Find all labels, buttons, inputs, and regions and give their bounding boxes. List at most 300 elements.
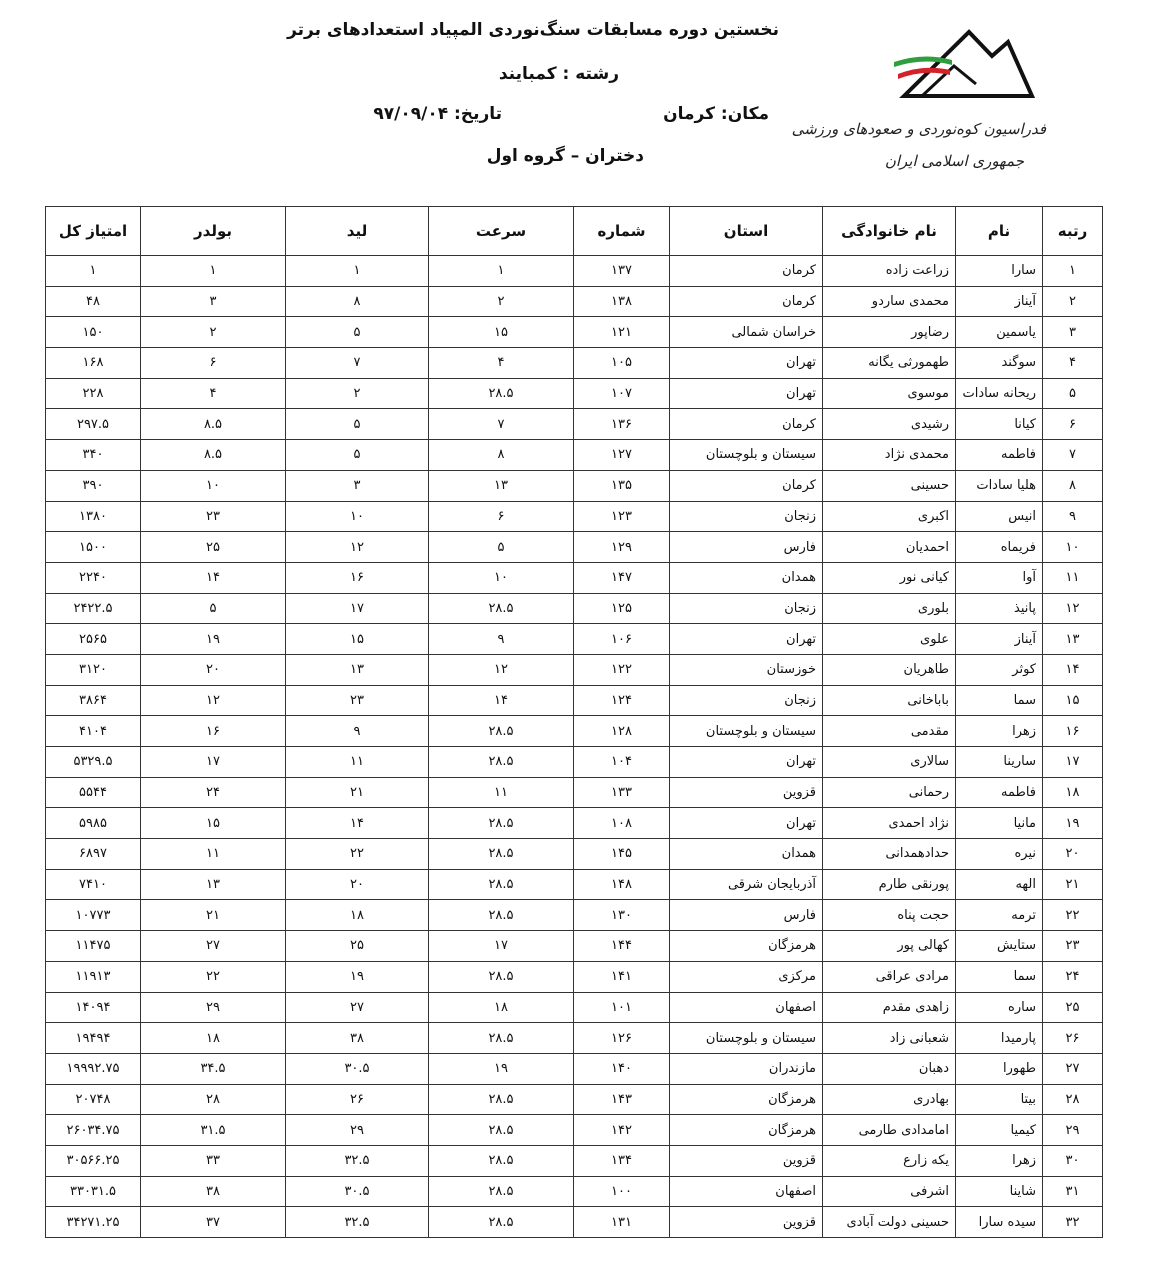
last-name-cell: رحمانی [823, 777, 956, 808]
last-name-cell: کیانی نور [823, 562, 956, 593]
total-score-cell: ۵۳۲۹.۵ [46, 747, 141, 778]
total-score-cell: ۱۹۹۹۲.۷۵ [46, 1053, 141, 1084]
lead-cell: ۳۸ [286, 1023, 429, 1054]
last-name-cell: باباخانی [823, 685, 956, 716]
rank-cell: ۱۴ [1043, 654, 1103, 685]
province-cell: مازندران [670, 1053, 823, 1084]
rank-cell: ۷ [1043, 440, 1103, 471]
total-score-cell: ۱۳۸۰ [46, 501, 141, 532]
number-cell: ۱۴۵ [574, 839, 670, 870]
rank-cell: ۱۷ [1043, 747, 1103, 778]
province-cell: فارس [670, 900, 823, 931]
date-label: تاریخ: ۹۷/۰۹/۰۴ [373, 104, 502, 124]
boulder-cell: ۲۵ [141, 532, 286, 563]
table-row [46, 532, 1103, 563]
rank-cell: ۱۶ [1043, 716, 1103, 747]
lead-cell: ۱۳ [286, 654, 429, 685]
province-cell: هرمزگان [670, 1115, 823, 1146]
table-row [46, 562, 1103, 593]
first-name-cell: انیس [956, 501, 1043, 532]
first-name-cell: ستایش [956, 931, 1043, 962]
table-row [46, 593, 1103, 624]
total-score-cell: ۶۸۹۷ [46, 839, 141, 870]
column-header-rank: رتبه [1043, 207, 1103, 256]
last-name-cell: مقدمی [823, 716, 956, 747]
last-name-cell: اشرفی [823, 1176, 956, 1207]
boulder-cell: ۳۴.۵ [141, 1053, 286, 1084]
first-name-cell: سوگند [956, 348, 1043, 379]
results-body [46, 256, 1103, 1238]
lead-cell: ۱ [286, 256, 429, 287]
table-row [46, 1084, 1103, 1115]
last-name-cell: بهادری [823, 1084, 956, 1115]
lead-cell: ۳۰.۵ [286, 1053, 429, 1084]
number-cell: ۱۴۲ [574, 1115, 670, 1146]
lead-cell: ۲۱ [286, 777, 429, 808]
province-cell: زنجان [670, 593, 823, 624]
number-cell: ۱۰۵ [574, 348, 670, 379]
total-score-cell: ۲۶۰۳۴.۷۵ [46, 1115, 141, 1146]
rank-cell: ۸ [1043, 470, 1103, 501]
rank-cell: ۳۱ [1043, 1176, 1103, 1207]
total-score-cell: ۳۰۵۶۶.۲۵ [46, 1145, 141, 1176]
first-name-cell: الهه [956, 869, 1043, 900]
table-row [46, 716, 1103, 747]
first-name-cell: پارمیدا [956, 1023, 1043, 1054]
lead-cell: ۲۶ [286, 1084, 429, 1115]
boulder-cell: ۲۴ [141, 777, 286, 808]
last-name-cell: دهبان [823, 1053, 956, 1084]
province-cell: مرکزی [670, 961, 823, 992]
total-score-cell: ۲۰۷۴۸ [46, 1084, 141, 1115]
total-score-cell: ۳۳۰۳۱.۵ [46, 1176, 141, 1207]
rank-cell: ۱۰ [1043, 532, 1103, 563]
lead-cell: ۲۷ [286, 992, 429, 1023]
first-name-cell: یاسمین [956, 317, 1043, 348]
table-row [46, 900, 1103, 931]
first-name-cell: آیناز [956, 286, 1043, 317]
lead-cell: ۲۲ [286, 839, 429, 870]
speed-cell: ۲۸.۵ [429, 378, 574, 409]
total-score-cell: ۱۵۰ [46, 317, 141, 348]
last-name-cell: شعبانی زاد [823, 1023, 956, 1054]
rank-cell: ۲۳ [1043, 931, 1103, 962]
speed-cell: ۲۸.۵ [429, 1084, 574, 1115]
province-cell: سیستان و بلوچستان [670, 1023, 823, 1054]
boulder-cell: ۱۹ [141, 624, 286, 655]
last-name-cell: پورنقی طارم [823, 869, 956, 900]
table-row [46, 317, 1103, 348]
speed-cell: ۴ [429, 348, 574, 379]
total-score-cell: ۱۹۴۹۴ [46, 1023, 141, 1054]
column-header-lead: لید [286, 207, 429, 256]
speed-cell: ۱۱ [429, 777, 574, 808]
total-score-cell: ۱۱۴۷۵ [46, 931, 141, 962]
table-row [46, 256, 1103, 287]
lead-cell: ۳۰.۵ [286, 1176, 429, 1207]
rank-cell: ۳۲ [1043, 1207, 1103, 1238]
lead-cell: ۵ [286, 409, 429, 440]
last-name-cell: احمدیان [823, 532, 956, 563]
province-cell: همدان [670, 562, 823, 593]
boulder-cell: ۱۴ [141, 562, 286, 593]
province-cell: اصفهان [670, 1176, 823, 1207]
rank-cell: ۳۰ [1043, 1145, 1103, 1176]
table-row [46, 869, 1103, 900]
lead-cell: ۳۲.۵ [286, 1207, 429, 1238]
province-cell: خراسان شمالی [670, 317, 823, 348]
boulder-cell: ۱۵ [141, 808, 286, 839]
table-row [46, 808, 1103, 839]
boulder-cell: ۲۲ [141, 961, 286, 992]
boulder-cell: ۴ [141, 378, 286, 409]
number-cell: ۱۲۴ [574, 685, 670, 716]
boulder-cell: ۱ [141, 256, 286, 287]
province-cell: زنجان [670, 501, 823, 532]
table-row [46, 286, 1103, 317]
lead-cell: ۹ [286, 716, 429, 747]
first-name-cell: ساره [956, 992, 1043, 1023]
speed-cell: ۲۸.۵ [429, 716, 574, 747]
speed-cell: ۱۴ [429, 685, 574, 716]
rank-cell: ۲۴ [1043, 961, 1103, 992]
number-cell: ۱۰۶ [574, 624, 670, 655]
province-cell: خوزستان [670, 654, 823, 685]
first-name-cell: فریماه [956, 532, 1043, 563]
last-name-cell: امامدادی طارمی [823, 1115, 956, 1146]
speed-cell: ۲ [429, 286, 574, 317]
total-score-cell: ۳۴۲۷۱.۲۵ [46, 1207, 141, 1238]
discipline-label: رشته : کمبایند [498, 64, 619, 84]
number-cell: ۱۳۳ [574, 777, 670, 808]
rank-cell: ۳ [1043, 317, 1103, 348]
speed-cell: ۲۸.۵ [429, 961, 574, 992]
number-cell: ۱۴۰ [574, 1053, 670, 1084]
last-name-cell: محمدی ساردو [823, 286, 956, 317]
lead-cell: ۲ [286, 378, 429, 409]
number-cell: ۱۲۷ [574, 440, 670, 471]
last-name-cell: موسوی [823, 378, 956, 409]
rank-cell: ۲۱ [1043, 869, 1103, 900]
speed-cell: ۱۲ [429, 654, 574, 685]
speed-cell: ۱ [429, 256, 574, 287]
last-name-cell: رشیدی [823, 409, 956, 440]
speed-cell: ۲۸.۵ [429, 839, 574, 870]
column-header-first-name: نام [956, 207, 1043, 256]
speed-cell: ۲۸.۵ [429, 747, 574, 778]
last-name-cell: یکه زارع [823, 1145, 956, 1176]
number-cell: ۱۳۴ [574, 1145, 670, 1176]
total-score-cell: ۵۵۴۴ [46, 777, 141, 808]
column-header-boulder: بولدر [141, 207, 286, 256]
speed-cell: ۱۵ [429, 317, 574, 348]
province-cell: قزوین [670, 1145, 823, 1176]
first-name-cell: آیناز [956, 624, 1043, 655]
group-label: دختران – گروه اول [486, 146, 644, 166]
total-score-cell: ۴۱۰۴ [46, 716, 141, 747]
table-row [46, 1207, 1103, 1238]
total-score-cell: ۲۵۶۵ [46, 624, 141, 655]
boulder-cell: ۱۳ [141, 869, 286, 900]
rank-cell: ۲۲ [1043, 900, 1103, 931]
province-cell: تهران [670, 378, 823, 409]
rank-cell: ۱ [1043, 256, 1103, 287]
lead-cell: ۱۹ [286, 961, 429, 992]
number-cell: ۱۴۷ [574, 562, 670, 593]
speed-cell: ۲۸.۵ [429, 1115, 574, 1146]
table-row [46, 470, 1103, 501]
table-row [46, 931, 1103, 962]
province-cell: کرمان [670, 286, 823, 317]
federation-country: جمهوری اسلامی ایران [884, 152, 1024, 170]
speed-cell: ۸ [429, 440, 574, 471]
last-name-cell: بلوری [823, 593, 956, 624]
number-cell: ۱۲۹ [574, 532, 670, 563]
first-name-cell: نیره [956, 839, 1043, 870]
last-name-cell: اکبری [823, 501, 956, 532]
total-score-cell: ۱۶۸ [46, 348, 141, 379]
speed-cell: ۹ [429, 624, 574, 655]
first-name-cell: فاطمه [956, 777, 1043, 808]
boulder-cell: ۱۱ [141, 839, 286, 870]
province-cell: همدان [670, 839, 823, 870]
province-cell: تهران [670, 624, 823, 655]
total-score-cell: ۲۲۴۰ [46, 562, 141, 593]
last-name-cell: نژاد احمدی [823, 808, 956, 839]
boulder-cell: ۲۰ [141, 654, 286, 685]
first-name-cell: کیمیا [956, 1115, 1043, 1146]
total-score-cell: ۱۱۹۱۳ [46, 961, 141, 992]
total-score-cell: ۱۰۷۷۳ [46, 900, 141, 931]
rank-cell: ۲۰ [1043, 839, 1103, 870]
last-name-cell: حجت پناه [823, 900, 956, 931]
total-score-cell: ۳۹۰ [46, 470, 141, 501]
lead-cell: ۲۹ [286, 1115, 429, 1146]
first-name-cell: سیده سارا [956, 1207, 1043, 1238]
province-cell: فارس [670, 532, 823, 563]
lead-cell: ۲۰ [286, 869, 429, 900]
table-row [46, 348, 1103, 379]
province-cell: اصفهان [670, 992, 823, 1023]
number-cell: ۱۲۳ [574, 501, 670, 532]
lead-cell: ۱۶ [286, 562, 429, 593]
speed-cell: ۲۸.۵ [429, 808, 574, 839]
number-cell: ۱۰۱ [574, 992, 670, 1023]
boulder-cell: ۳۱.۵ [141, 1115, 286, 1146]
lead-cell: ۵ [286, 440, 429, 471]
rank-cell: ۵ [1043, 378, 1103, 409]
last-name-cell: علوی [823, 624, 956, 655]
boulder-cell: ۱۰ [141, 470, 286, 501]
total-score-cell: ۴۸ [46, 286, 141, 317]
speed-cell: ۲۸.۵ [429, 900, 574, 931]
first-name-cell: کیانا [956, 409, 1043, 440]
lead-cell: ۵ [286, 317, 429, 348]
rank-cell: ۴ [1043, 348, 1103, 379]
first-name-cell: ریحانه سادات [956, 378, 1043, 409]
last-name-cell: حسینی [823, 470, 956, 501]
column-header-speed: سرعت [429, 207, 574, 256]
last-name-cell: مرادی عراقی [823, 961, 956, 992]
column-header-province: استان [670, 207, 823, 256]
column-header-number: شماره [574, 207, 670, 256]
speed-cell: ۱۸ [429, 992, 574, 1023]
first-name-cell: پانیذ [956, 593, 1043, 624]
boulder-cell: ۲۹ [141, 992, 286, 1023]
number-cell: ۱۴۸ [574, 869, 670, 900]
boulder-cell: ۲۷ [141, 931, 286, 962]
federation-logo [791, 22, 1054, 190]
rank-cell: ۲ [1043, 286, 1103, 317]
number-cell: ۱۳۵ [574, 470, 670, 501]
rank-cell: ۲۷ [1043, 1053, 1103, 1084]
lead-cell: ۱۲ [286, 532, 429, 563]
total-score-cell: ۳۸۶۴ [46, 685, 141, 716]
table-row [46, 685, 1103, 716]
speed-cell: ۵ [429, 532, 574, 563]
first-name-cell: طهورا [956, 1053, 1043, 1084]
speed-cell: ۱۳ [429, 470, 574, 501]
results-table [45, 206, 1103, 1238]
province-cell: سیستان و بلوچستان [670, 716, 823, 747]
boulder-cell: ۱۸ [141, 1023, 286, 1054]
total-score-cell: ۲۲۸ [46, 378, 141, 409]
first-name-cell: شاینا [956, 1176, 1043, 1207]
last-name-cell: زراعت زاده [823, 256, 956, 287]
lead-cell: ۳۲.۵ [286, 1145, 429, 1176]
first-name-cell: سارینا [956, 747, 1043, 778]
rank-cell: ۱۵ [1043, 685, 1103, 716]
total-score-cell: ۲۴۲۲.۵ [46, 593, 141, 624]
mountain-flag-icon [864, 22, 1054, 122]
boulder-cell: ۳ [141, 286, 286, 317]
province-cell: سیستان و بلوچستان [670, 440, 823, 471]
column-header-last-name: نام خانوادگی [823, 207, 956, 256]
boulder-cell: ۳۳ [141, 1145, 286, 1176]
last-name-cell: زاهدی مقدم [823, 992, 956, 1023]
number-cell: ۱۳۱ [574, 1207, 670, 1238]
boulder-cell: ۲۳ [141, 501, 286, 532]
boulder-cell: ۵ [141, 593, 286, 624]
table-row [46, 1023, 1103, 1054]
last-name-cell: طاهریان [823, 654, 956, 685]
first-name-cell: ترمه [956, 900, 1043, 931]
first-name-cell: کوثر [956, 654, 1043, 685]
boulder-cell: ۸.۵ [141, 409, 286, 440]
rank-cell: ۱۱ [1043, 562, 1103, 593]
first-name-cell: آوا [956, 562, 1043, 593]
province-cell: تهران [670, 808, 823, 839]
first-name-cell: سما [956, 685, 1043, 716]
province-cell: هرمزگان [670, 931, 823, 962]
province-cell: قزوین [670, 777, 823, 808]
number-cell: ۱۰۸ [574, 808, 670, 839]
last-name-cell: سالاری [823, 747, 956, 778]
table-row [46, 501, 1103, 532]
speed-cell: ۲۸.۵ [429, 1176, 574, 1207]
last-name-cell: حسینی دولت آبادی [823, 1207, 956, 1238]
number-cell: ۱۲۵ [574, 593, 670, 624]
total-score-cell: ۵۹۸۵ [46, 808, 141, 839]
number-cell: ۱۳۸ [574, 286, 670, 317]
speed-cell: ۱۹ [429, 1053, 574, 1084]
table-row [46, 992, 1103, 1023]
number-cell: ۱۴۳ [574, 1084, 670, 1115]
number-cell: ۱۳۷ [574, 256, 670, 287]
rank-cell: ۲۹ [1043, 1115, 1103, 1146]
table-row [46, 1115, 1103, 1146]
number-cell: ۱۴۱ [574, 961, 670, 992]
table-row [46, 654, 1103, 685]
column-header-total-score: امتیاز کل [46, 207, 141, 256]
province-cell: هرمزگان [670, 1084, 823, 1115]
last-name-cell: کهالی پور [823, 931, 956, 962]
table-row [46, 777, 1103, 808]
province-cell: آذربایجان شرقی [670, 869, 823, 900]
first-name-cell: سارا [956, 256, 1043, 287]
rank-cell: ۱۹ [1043, 808, 1103, 839]
province-cell: کرمان [670, 470, 823, 501]
lead-cell: ۲۳ [286, 685, 429, 716]
rank-cell: ۱۸ [1043, 777, 1103, 808]
table-row [46, 747, 1103, 778]
province-cell: زنجان [670, 685, 823, 716]
place-label: مکان: کرمان [663, 104, 769, 124]
lead-cell: ۱۰ [286, 501, 429, 532]
boulder-cell: ۳۷ [141, 1207, 286, 1238]
lead-cell: ۱۸ [286, 900, 429, 931]
last-name-cell: حدادهمدانی [823, 839, 956, 870]
number-cell: ۱۰۴ [574, 747, 670, 778]
speed-cell: ۶ [429, 501, 574, 532]
lead-cell: ۱۱ [286, 747, 429, 778]
table-row [46, 624, 1103, 655]
table-row [46, 409, 1103, 440]
speed-cell: ۱۷ [429, 931, 574, 962]
boulder-cell: ۲۱ [141, 900, 286, 931]
speed-cell: ۱۰ [429, 562, 574, 593]
rank-cell: ۲۸ [1043, 1084, 1103, 1115]
boulder-cell: ۱۷ [141, 747, 286, 778]
speed-cell: ۲۸.۵ [429, 1145, 574, 1176]
lead-cell: ۱۴ [286, 808, 429, 839]
table-row [46, 839, 1103, 870]
total-score-cell: ۱۴۰۹۴ [46, 992, 141, 1023]
number-cell: ۱۲۸ [574, 716, 670, 747]
table-row [46, 440, 1103, 471]
speed-cell: ۲۸.۵ [429, 1023, 574, 1054]
competition-title: نخستین دوره مسابقات سنگ‌نوردی المپیاد استعدادهای برتر [287, 20, 779, 40]
total-score-cell: ۳۴۰ [46, 440, 141, 471]
first-name-cell: مانیا [956, 808, 1043, 839]
number-cell: ۱۲۲ [574, 654, 670, 685]
boulder-cell: ۱۲ [141, 685, 286, 716]
speed-cell: ۲۸.۵ [429, 593, 574, 624]
lead-cell: ۸ [286, 286, 429, 317]
rank-cell: ۲۶ [1043, 1023, 1103, 1054]
lead-cell: ۱۵ [286, 624, 429, 655]
lead-cell: ۳ [286, 470, 429, 501]
number-cell: ۱۲۶ [574, 1023, 670, 1054]
first-name-cell: بیتا [956, 1084, 1043, 1115]
first-name-cell: هلیا سادات [956, 470, 1043, 501]
last-name-cell: طهمورثی یگانه [823, 348, 956, 379]
speed-cell: ۲۸.۵ [429, 1207, 574, 1238]
number-cell: ۱۳۰ [574, 900, 670, 931]
first-name-cell: زهرا [956, 716, 1043, 747]
total-score-cell: ۱۵۰۰ [46, 532, 141, 563]
first-name-cell: سما [956, 961, 1043, 992]
